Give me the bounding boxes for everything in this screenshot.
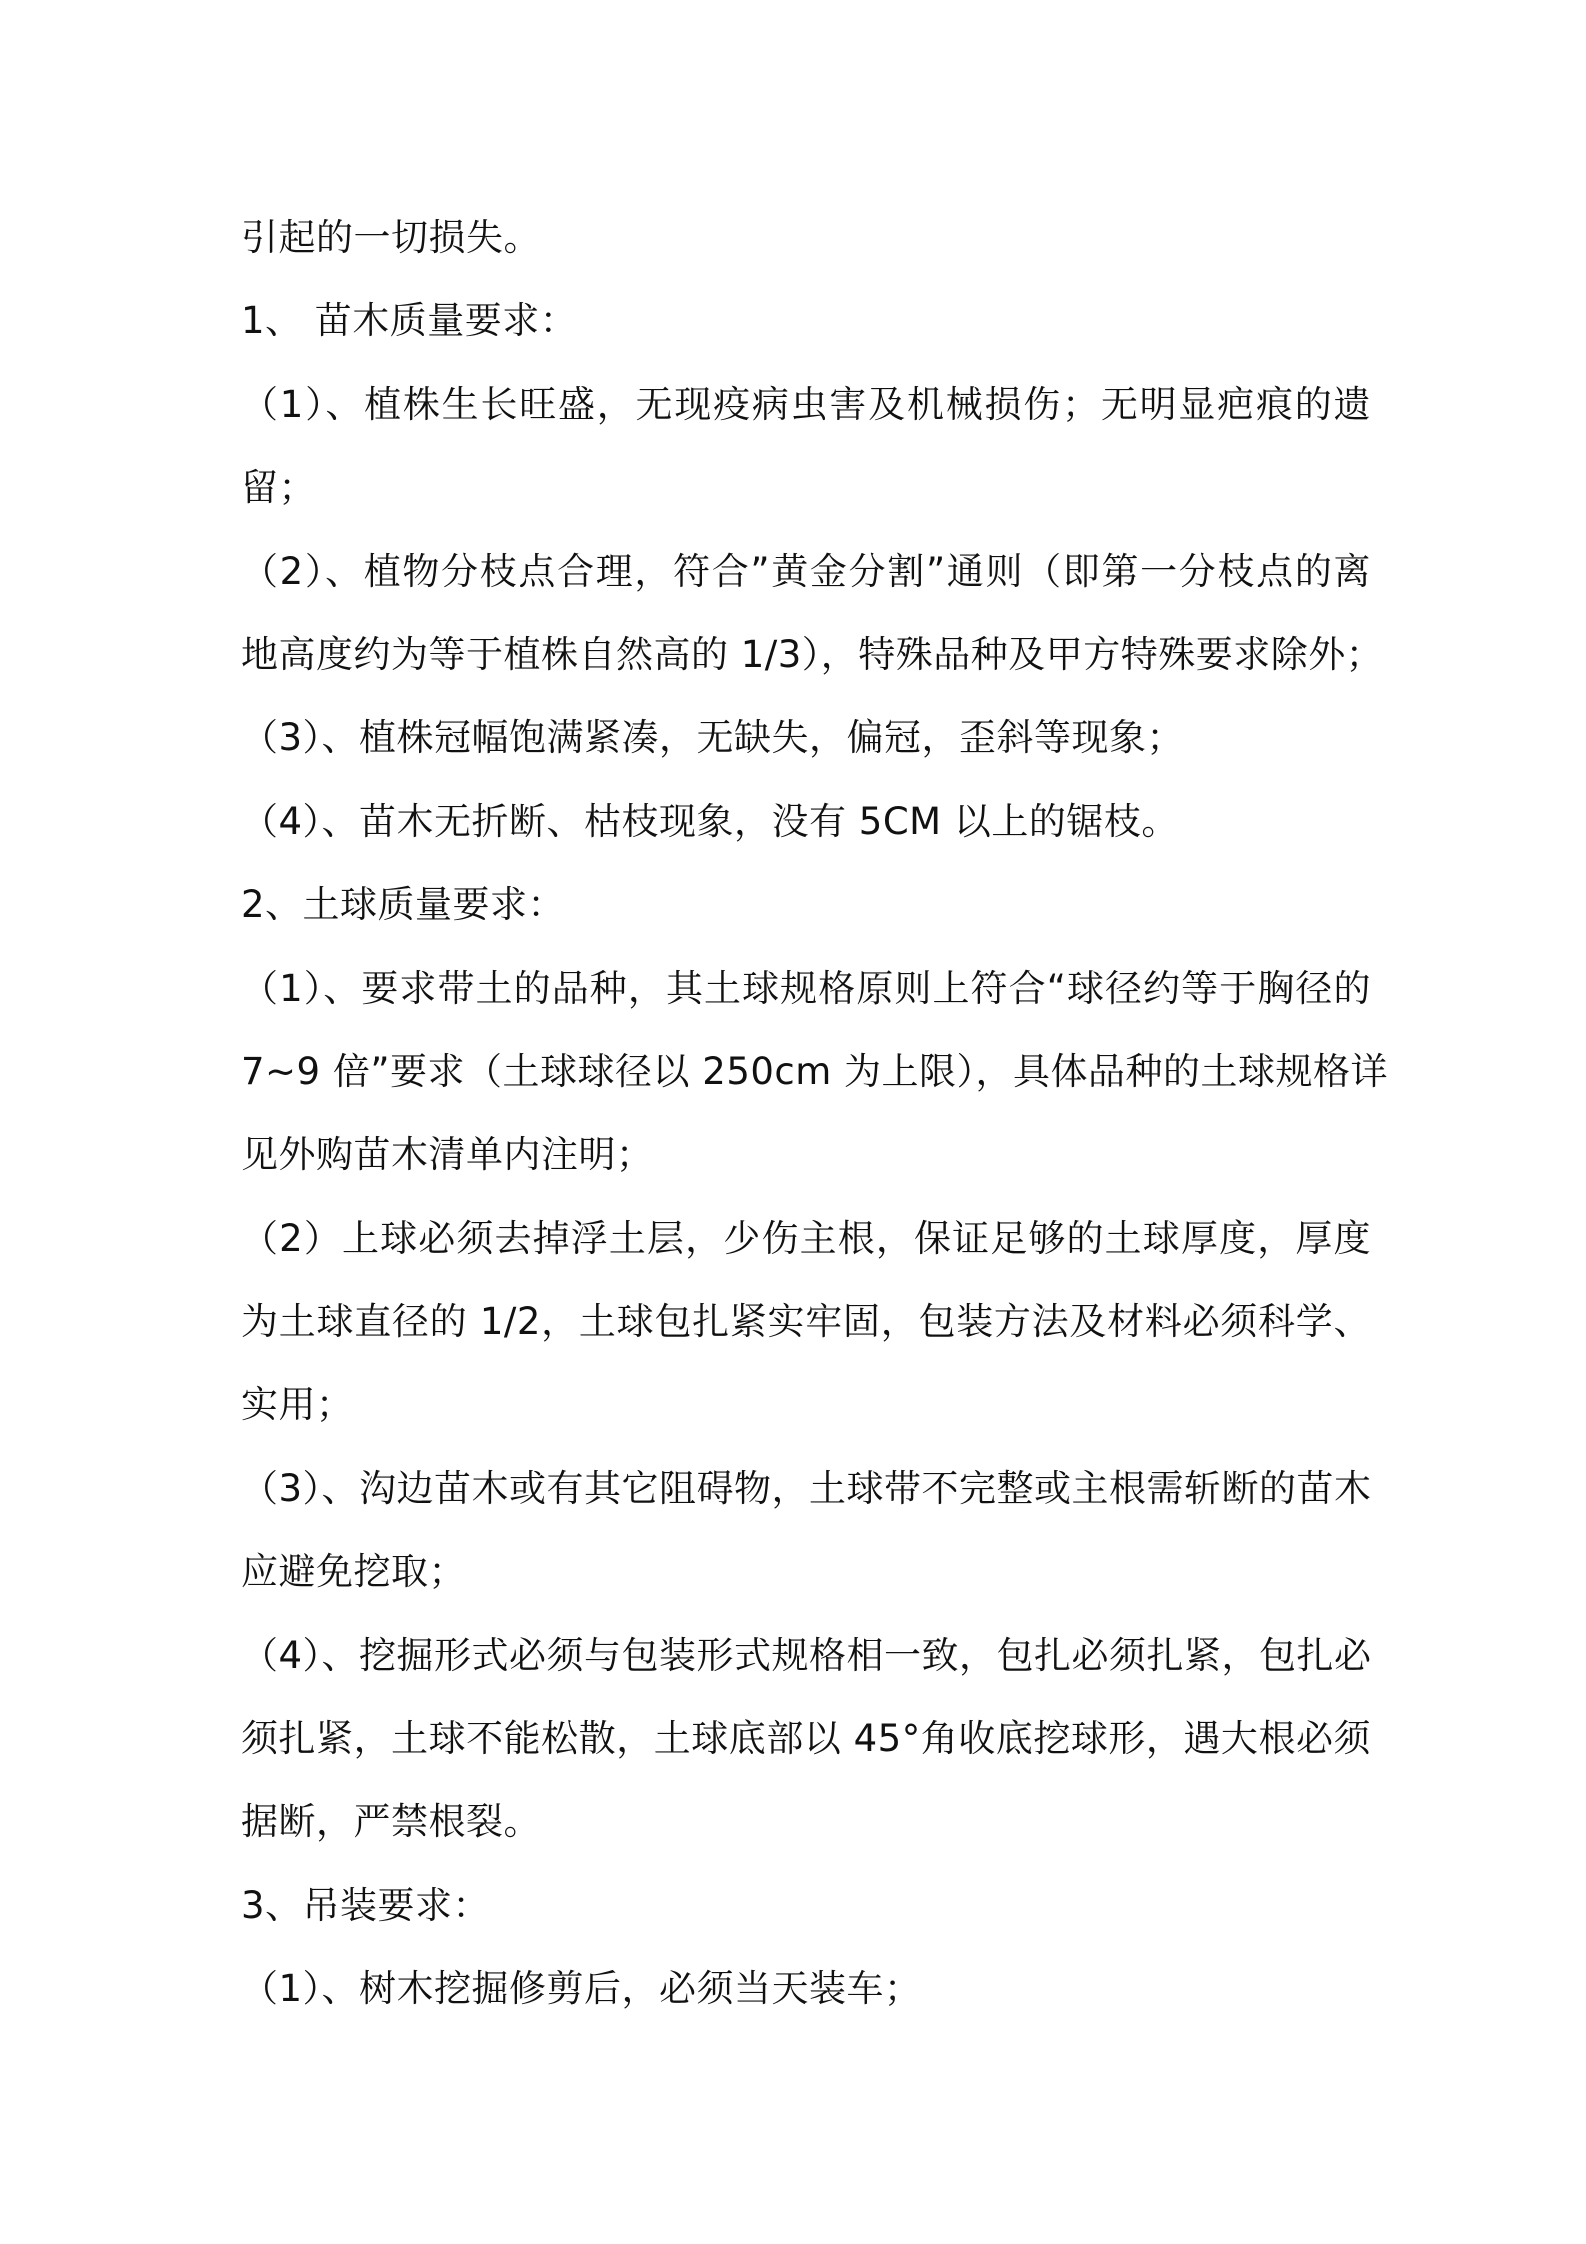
text-line: 地高度约为等于植株自然高的 1/3），特殊品种及甲方特殊要求除外； [241,632,1384,676]
text-line: 引起的一切损失。 [241,216,541,259]
text-line: 留； [241,466,316,510]
text-line: （2）、植物分枝点合理，符合”黄金分割”通则（即第一分枝点的离 [241,549,1371,593]
text-line: （1）、植株生长旺盛，无现疫病虫害及机械损伤；无明显疤痕的遗 [241,382,1371,426]
section-heading: 3、吊装要求： [241,1883,491,1927]
text-line: 应避免挖取； [241,1550,466,1594]
text-line: （1）、树木挖掘修剪后，必须当天装车； [241,1967,922,2011]
text-line: 为土球直径的 1/2，土球包扎紧实牢固，包装方法及材料必须科学、 [241,1300,1371,1344]
text-line: （1）、要求带土的品种，其土球规格原则上符合“球径约等于胸径的 [241,966,1371,1010]
text-line: 须扎紧，土球不能松散，土球底部以 45°角收底挖球形，遇大根必须 [241,1717,1371,1761]
section-heading: 2、土球质量要求： [241,883,566,927]
text-line: 据断，严禁根裂。 [241,1800,541,1844]
section-heading: 1、 苗木质量要求： [241,299,578,343]
text-line: 实用； [241,1383,354,1427]
text-line: （3）、植株冠幅饱满紧凑，无缺失，偏冠，歪斜等现象； [241,716,1185,760]
text-line: （3）、沟边苗木或有其它阻碍物，土球带不完整或主根需斩断的苗木 [241,1466,1372,1510]
text-line: （4）、挖掘形式必须与包装形式规格相一致，包扎必须扎紧，包扎必 [241,1633,1372,1677]
document-body [241,196,1389,2031]
text-line: （4）、苗木无折断、枯枝现象，没有 5CM 以上的锯枝。 [241,799,1179,843]
text-line: 见外购苗木清单内注明； [241,1133,654,1177]
text-line: 7~9 倍”要求（土球球径以 250cm 为上限），具体品种的土球规格详 [241,1049,1389,1093]
text-line: （2）上球必须去掉浮土层，少伤主根，保证足够的土球厚度，厚度 [241,1216,1371,1260]
